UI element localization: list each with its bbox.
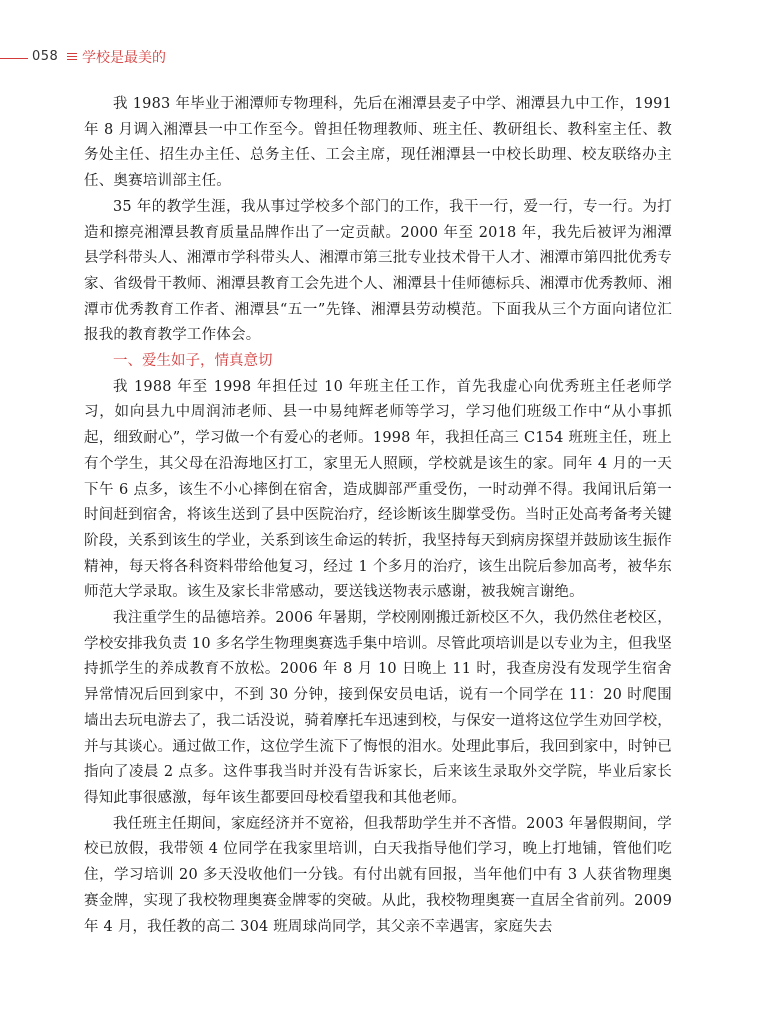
body-paragraph: 我 1983 年毕业于湘潭师专物理科，先后在湘潭县麦子中学、湘潭县九中工作，1991 年 8 月调入湘潭县一中工作至今。曾担任物理教师、班主任、教研组长、教科室主任、教务处主任、招生办主任、总务主任、工会主席，现任湘潭县一中校长助理、校友联络办主任、奥赛培训部主任。: [84, 96, 672, 190]
header-stripes: [67, 53, 77, 63]
body-paragraph: 我 1988 年至 1998 年担任过 10 年班主任工作，首先我虚心向优秀班主任老师学习，如向县九中周润沛老师、县一中易纯辉老师等学习，学习他们班级工作中“从小事抓起，细致耐心”，学习做一个有爱心的老师。1998 年，我担任高三 C154 班班主任，班上有个学生，其父母在沿海地区打工，家里无人照顾，学校就是该生的家。同年 4 月的一天下午 6 点多，该生不小心摔倒在宿舍，造成脚部严重受伤，一时动弹不得。我闻讯后第一时间赶到宿舍，将该生送到了县中医院治疗，经诊断该生脚掌受伤。当时正处高考备考关键阶段，关系到该生的学业，关系到该生命运的转折，我坚持每天到病房探望并鼓励该生振作精神，每天将各科资料带给他复习，经过 1 个多月的治疗，该生出院后参加高考，被华东师范大学录取。该生及家长非常感动，要送钱送物表示感谢，被我婉言谢绝。: [84, 378, 672, 601]
page-header: [0, 44, 768, 72]
page-body: [84, 92, 672, 940]
header-rule: [0, 58, 28, 59]
section-heading: 一、爱生如子，情真意切: [113, 353, 273, 370]
body-paragraph: 35 年的教学生涯，我从事过学校多个部门的工作，我干一行，爱一行，专一行。为打造和擦亮湘潭县教育质量品牌作出了一定贡献。2000 年至 2018 年，我先后被评为湘潭县学科带头人、湘潭市学科带头人、湘潭市第三批专业技术骨干人才、湘潭市第四批优秀专家、省级骨干教师、湘潭县教育工会先进个人、湘潭县十佳师德标兵、湘潭市优秀教师、湘潭市优秀教育工作者、湘潭县“五一”先锋、湘潭县劳动模范。下面我从三个方面向诸位汇报我的教育教学工作体会。: [84, 198, 672, 344]
body-paragraph: 我注重学生的品德培养。2006 年暑期，学校刚刚搬迁新校区不久，我仍然住老校区，学校安排我负责 10 多名学生物理奥赛选手集中培训。尽管此项培训是以专业为主，但我坚持抓学生的养成教育不放松。2006 年 8 月 10 日晚上 11 时，我查房没有发现学生宿舍异常情况后回到家中，不到 30 分钟，接到保安员电话，说有一个同学在 11：20 时爬围墙出去玩电游去了，我二话没说，骑着摩托车迅速到校，与保安一道将这位学生劝回学校，并与其谈心。通过做工作，这位学生流下了悔恨的泪水。处理此事后，我回到家中，时钟已指向了凌晨 2 点多。这件事我当时并没有告诉家长，后来该生录取外交学院，毕业后家长得知此事很感激，每年该生都要回母校看望我和其他老师。: [84, 610, 672, 806]
page-number: 058: [32, 49, 59, 64]
running-title: 学校是最美的: [82, 50, 166, 66]
body-paragraph: 我任班主任期间，家庭经济并不宽裕，但我帮助学生并不吝惜。2003 年暑假期间，学校已放假，我带领 4 位同学在我家里培训，白天我指导他们学习，晚上打地铺，管他们吃住，学习培训 20 多天没收他们一分钱。有付出就有回报，当年他们中有 3 人获省物理奥赛金牌，实现了我校物理奥赛金牌零的突破。从此，我校物理奥赛一直居全省前列。2009 年 4 月，我任教的高二 304 班周球尚同学，其父亲不幸遇害，家庭失去: [84, 815, 672, 935]
